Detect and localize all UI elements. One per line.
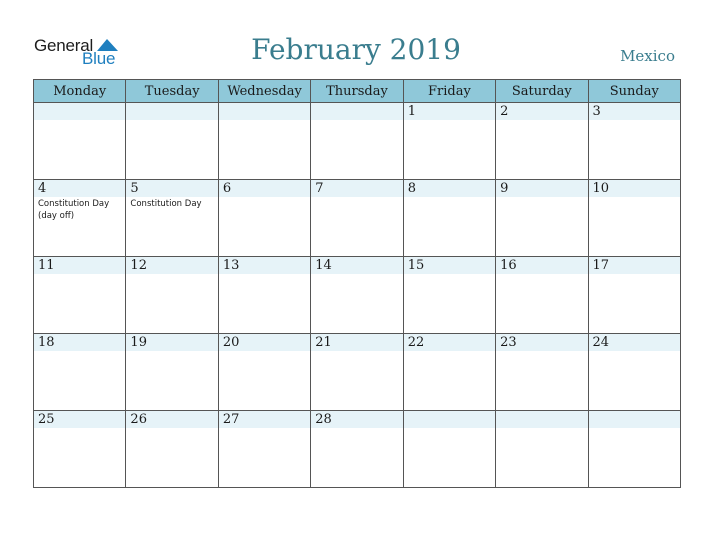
day-cell [403, 180, 495, 257]
holiday-label [34, 351, 125, 352]
holiday-label [589, 197, 680, 198]
holiday-label [219, 428, 310, 429]
holiday-label [126, 351, 217, 352]
day-number: 7 [311, 180, 402, 197]
day-cell [403, 103, 495, 180]
holiday-label [34, 120, 125, 121]
day-number: 10 [589, 180, 680, 197]
day-number: 8 [404, 180, 495, 197]
day-cell [588, 103, 680, 180]
holiday-label: Constitution Day [130, 199, 202, 209]
weekday-header: Tuesday [126, 80, 218, 103]
day-number: 11 [34, 257, 125, 274]
day-number [126, 103, 217, 120]
day-number: 4 [34, 180, 125, 197]
day-number: 1 [404, 103, 495, 120]
holiday-label [404, 351, 495, 352]
day-cell [496, 257, 588, 334]
holiday-label [34, 274, 125, 275]
holiday-label [496, 197, 587, 198]
week-row [34, 411, 681, 488]
holiday-label [126, 120, 217, 121]
day-number: 25 [34, 411, 125, 428]
week-row [34, 334, 681, 411]
day-number: 16 [496, 257, 587, 274]
week-row [34, 257, 681, 334]
weekday-header-row [34, 80, 681, 103]
day-cell [403, 411, 495, 488]
day-cell [34, 180, 126, 257]
day-cell [403, 257, 495, 334]
day-cell [496, 411, 588, 488]
weekday-header: Saturday [496, 80, 588, 103]
logo-text-blue: Blue [82, 49, 116, 68]
day-cell [34, 411, 126, 488]
day-cell [311, 334, 403, 411]
day-number [496, 411, 587, 428]
calendar-title: February 2019 [251, 33, 461, 66]
day-cell [403, 334, 495, 411]
weekday-header: Sunday [588, 80, 680, 103]
country-label: Mexico [620, 47, 675, 65]
day-number: 23 [496, 334, 587, 351]
day-cell [588, 180, 680, 257]
holiday-label [589, 428, 680, 429]
holiday-label [496, 428, 587, 429]
day-number: 3 [589, 103, 680, 120]
holiday-label [126, 428, 217, 429]
holiday-label [589, 120, 680, 121]
holiday-label [404, 120, 495, 121]
day-number: 15 [404, 257, 495, 274]
day-cell [126, 257, 218, 334]
day-cell [496, 180, 588, 257]
day-number: 17 [589, 257, 680, 274]
day-cell [126, 334, 218, 411]
day-number: 13 [219, 257, 310, 274]
day-number: 18 [34, 334, 125, 351]
holiday-label [404, 197, 495, 198]
holiday-label [219, 274, 310, 275]
day-number: 14 [311, 257, 402, 274]
calendar-grid [33, 79, 681, 488]
week-row [34, 180, 681, 257]
day-cell [218, 411, 310, 488]
day-number [34, 103, 125, 120]
day-number [589, 411, 680, 428]
weekday-header: Friday [403, 80, 495, 103]
holiday-label [496, 351, 587, 352]
day-number: 28 [311, 411, 402, 428]
holiday-label [404, 428, 495, 429]
day-cell [126, 411, 218, 488]
weekday-header: Thursday [311, 80, 403, 103]
day-number: 26 [126, 411, 217, 428]
day-number: 21 [311, 334, 402, 351]
day-number: 6 [219, 180, 310, 197]
holiday-label [219, 120, 310, 121]
day-number: 22 [404, 334, 495, 351]
day-cell [34, 257, 126, 334]
day-number: 5 [126, 180, 217, 197]
holiday-label [219, 351, 310, 352]
day-number: 24 [589, 334, 680, 351]
day-cell [218, 103, 310, 180]
day-cell [311, 257, 403, 334]
day-cell [496, 334, 588, 411]
day-number [311, 103, 402, 120]
holiday-label [311, 274, 402, 275]
day-cell [218, 334, 310, 411]
logo-text-general: General [34, 36, 94, 55]
day-cell [218, 180, 310, 257]
day-cell [218, 257, 310, 334]
holiday-label [589, 274, 680, 275]
day-cell [311, 180, 403, 257]
day-number [219, 103, 310, 120]
day-number: 9 [496, 180, 587, 197]
day-cell [34, 334, 126, 411]
holiday-label [311, 351, 402, 352]
holiday-label [34, 428, 125, 429]
day-number [404, 411, 495, 428]
day-number: 12 [126, 257, 217, 274]
day-cell [588, 411, 680, 488]
day-cell [126, 180, 218, 257]
day-cell [311, 411, 403, 488]
holiday-label: Constitution Day (day off) [38, 199, 110, 221]
day-cell [588, 334, 680, 411]
day-cell [126, 103, 218, 180]
holiday-label [219, 197, 310, 198]
day-cell [496, 103, 588, 180]
day-number: 20 [219, 334, 310, 351]
day-cell [588, 257, 680, 334]
holiday-label [496, 120, 587, 121]
holiday-label [311, 120, 402, 121]
day-number: 2 [496, 103, 587, 120]
day-cell [34, 103, 126, 180]
holiday-label [589, 351, 680, 352]
holiday-label [311, 197, 402, 198]
weekday-header: Monday [34, 80, 126, 103]
holiday-label [126, 274, 217, 275]
day-number: 19 [126, 334, 217, 351]
weekday-header: Wednesday [218, 80, 310, 103]
holiday-label [311, 428, 402, 429]
week-row [34, 103, 681, 180]
holiday-label [496, 274, 587, 275]
day-cell [311, 103, 403, 180]
day-number: 27 [219, 411, 310, 428]
holiday-label [404, 274, 495, 275]
